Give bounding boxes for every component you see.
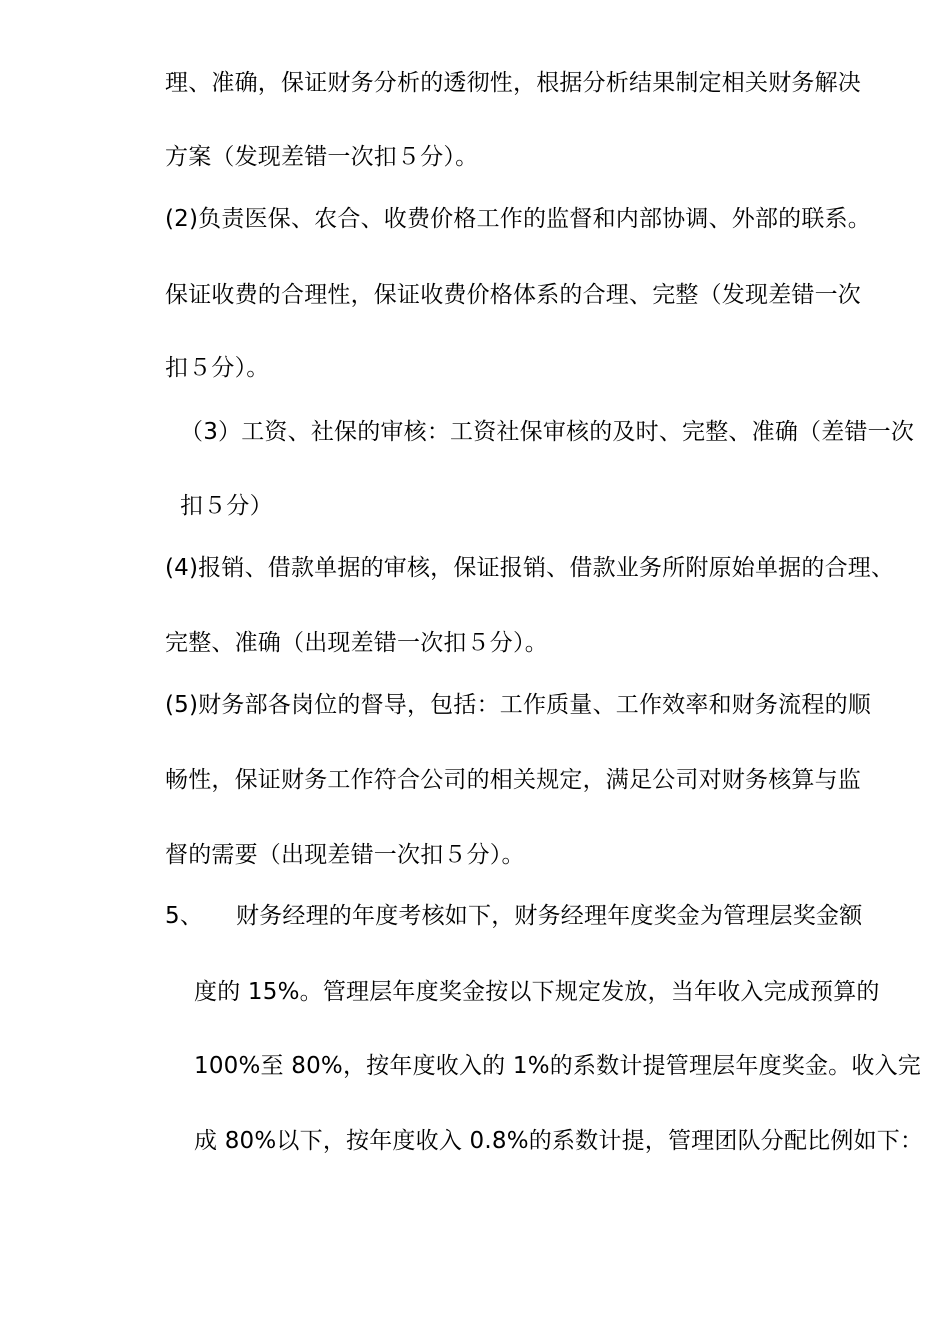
- section-5-number: 5、: [165, 903, 204, 929]
- item-5-line: 畅性，保证财务工作符合公司的相关规定，满足公司对财务核算与监: [165, 767, 861, 793]
- item-3-line: （3）工资、社保的审核：工资社保审核的及时、完整、准确（差错一次: [180, 419, 915, 445]
- item-2-line: 保证收费的合理性，保证收费价格体系的合理、完整（发现差错一次: [165, 282, 861, 308]
- item-4-line: (4)报销、借款单据的审核，保证报销、借款业务所附原始单据的合理、: [165, 555, 895, 581]
- section-5-line: 成 80%以下，按年度收入 0.8%的系数计提，管理团队分配比例如下：: [194, 1128, 924, 1154]
- paragraph-line: 方案（发现差错一次扣５分）。: [165, 144, 479, 170]
- paragraph-line: 理、准确，保证财务分析的透彻性，根据分析结果制定相关财务解决: [165, 70, 861, 96]
- item-3-line: 扣５分）: [180, 493, 273, 519]
- section-5-line: 财务经理的年度考核如下，财务经理年度奖金为管理层奖金额: [236, 903, 863, 929]
- item-5-line: 督的需要（出现差错一次扣５分）。: [165, 842, 525, 868]
- item-2-line: (2)负责医保、农合、收费价格工作的监督和内部协调、外部的联系。: [165, 206, 871, 232]
- section-5-line: 100%至 80%，按年度收入的 1%的系数计提管理层年度奖金。收入完: [194, 1053, 921, 1079]
- item-5-line: (5)财务部各岗位的督导，包括：工作质量、工作效率和财务流程的顺: [165, 692, 871, 718]
- section-5-line: 度的 15%。管理层年度奖金按以下规定发放，当年收入完成预算的: [194, 979, 880, 1005]
- item-4-line: 完整、准确（出现差错一次扣５分）。: [165, 630, 548, 656]
- item-2-line: 扣５分）。: [165, 355, 270, 381]
